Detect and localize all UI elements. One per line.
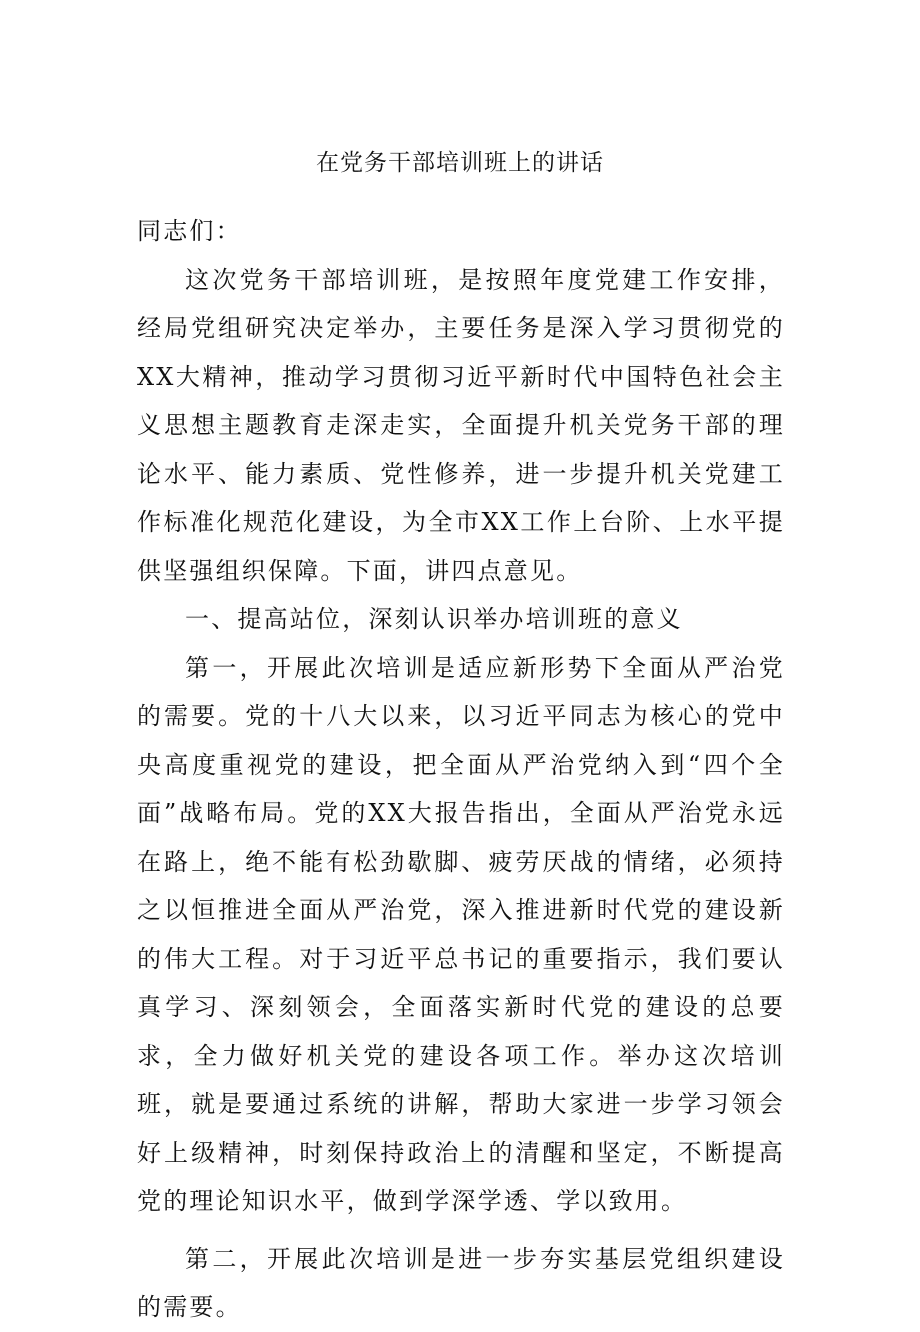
document-body <box>137 207 785 1332</box>
paragraph-second-point: 第二，开展此次培训是进一步夯实基层党组织建设的需要。 <box>137 1244 785 1321</box>
paragraph-first-point: 第一，开展此次培训是适应新形势下全面从严治党的需要。党的十八大以来，以习近平同志为核心的党中央高度重视党的建设，把全面从严治党纳入到“四个全面”战略布局。党的XX大报告指出，全面从严治党永远在路上，绝不能有松劲歇脚、疲劳厌战的情绪，必须持之以恒推进全面从严治党，深入推进新时代党的建设新的伟大工程。对于习近平总书记的重要指示，我们要认真学习、深刻领会，全面落实新时代党的建设的总要求，全力做好机关党的建设各项工作。举办这次培训班，就是要通过系统的讲解，帮助大家进一步学习领会好上级精神，时刻保持政治上的清醒和坚定，不断提高党的理论知识水平，做到学深学透、学以致用。 <box>137 653 785 1215</box>
document-title: 在党务干部培训班上的讲话 <box>316 150 604 176</box>
section-heading-1: 一、提高站位，深刻认识举办培训班的意义 <box>185 605 683 633</box>
paragraph-intro: 这次党务干部培训班，是按照年度党建工作安排，经局党组研究决定举办，主要任务是深入学习贯彻党的XX大精神，推动学习贯彻习近平新时代中国特色社会主义思想主题教育走深走实，全面提升机关党务干部的理论水平、能力素质、党性修养，进一步提升机关党建工作标准化规范化建设，为全市XX工作上台阶、上水平提供坚强组织保障。下面，讲四点意见。 <box>137 265 785 585</box>
salutation: 同志们： <box>137 217 242 245</box>
